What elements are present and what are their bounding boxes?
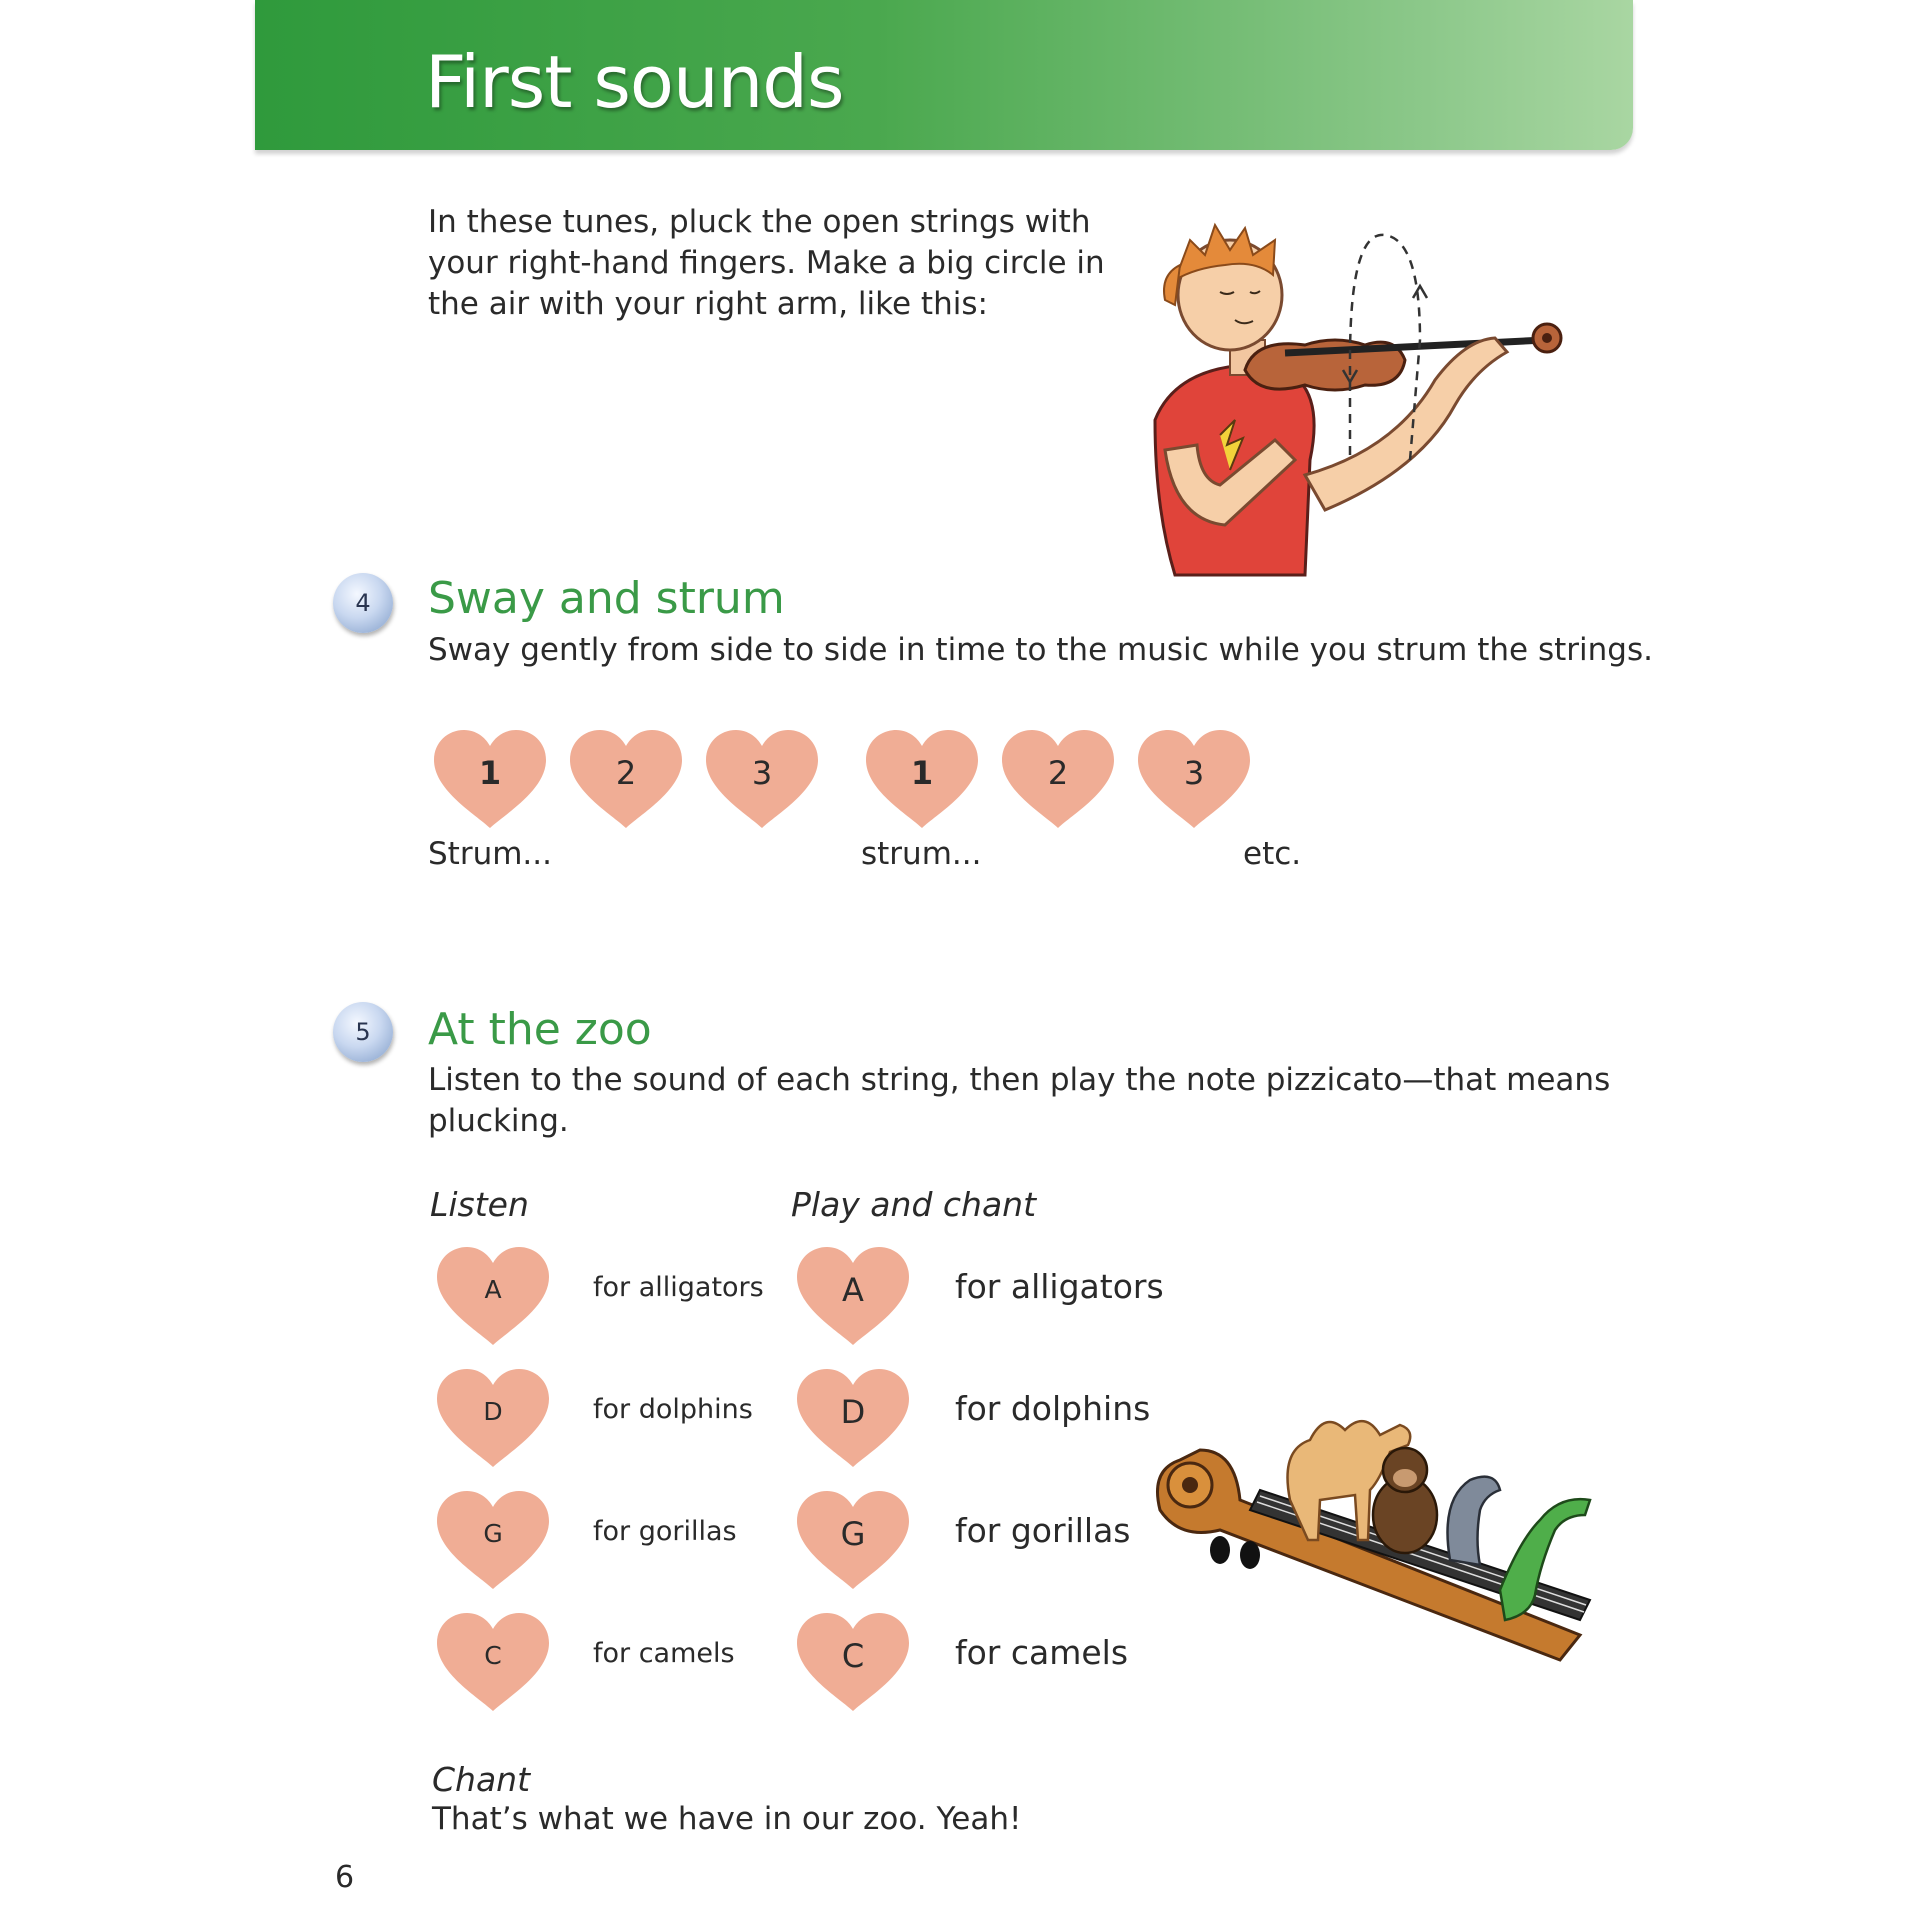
listen-heart-a-label: A xyxy=(484,1275,502,1304)
page-number: 6 xyxy=(335,1860,355,1895)
boy-playing-viola-illustration xyxy=(1135,220,1575,580)
listen-heart-c-label: C xyxy=(484,1641,502,1670)
beat-heart-5-label: 2 xyxy=(1047,754,1069,792)
listen-heart-d-label: D xyxy=(483,1397,503,1426)
listen-heart-c xyxy=(433,1611,553,1715)
listen-text-d: for dolphins xyxy=(593,1394,753,1425)
intro-text: In these tunes, pluck the open strings with your right-hand fingers. Make a big circle in the air with your right arm, like this: xyxy=(428,204,1105,322)
beat-heart-2 xyxy=(566,728,686,832)
play-heart-c-label: C xyxy=(841,1637,865,1675)
play-heart-a xyxy=(793,1245,913,1349)
chant-text: That’s what we have in our zoo. Yeah! xyxy=(432,1801,1022,1837)
listen-heart-d xyxy=(433,1367,553,1471)
play-heart-g xyxy=(793,1489,913,1593)
beat-heart-5 xyxy=(998,728,1118,832)
listen-heart-g-label: G xyxy=(483,1519,503,1548)
play-text-g: for gorillas xyxy=(955,1511,1131,1550)
listen-text-a: for alligators xyxy=(593,1272,764,1303)
animals-on-scroll-illustration xyxy=(1140,1390,1620,1690)
chant-heading: Chant xyxy=(432,1760,531,1799)
play-text-c: for camels xyxy=(955,1633,1129,1672)
listen-heart-g xyxy=(433,1489,553,1593)
listen-text-c: for camels xyxy=(593,1638,735,1669)
beat-heart-6-label: 3 xyxy=(1183,754,1205,792)
beat-heart-2-label: 2 xyxy=(615,754,637,792)
play-heart-a-label: A xyxy=(842,1271,864,1309)
strum-label-1: Strum... xyxy=(428,836,552,872)
beat-heart-3 xyxy=(702,728,822,832)
beat-heart-6 xyxy=(1134,728,1254,832)
beat-heart-1-label: 1 xyxy=(478,754,502,792)
page-title: First sounds xyxy=(425,40,844,124)
listen-heading: Listen xyxy=(430,1185,529,1224)
play-heart-g-label: G xyxy=(840,1515,866,1553)
etc-label: etc. xyxy=(1243,836,1302,872)
play-heart-c xyxy=(793,1611,913,1715)
listen-heart-a xyxy=(433,1245,553,1349)
section-5-description: Listen to the sound of each string, then play the note pizzicato—that means plucking. xyxy=(428,1062,1611,1139)
play-and-chant-heading: Play and chant xyxy=(791,1185,1037,1224)
track-5-badge: 5 xyxy=(333,1002,393,1062)
play-heart-d xyxy=(793,1367,913,1471)
strum-label-2: strum... xyxy=(861,836,982,872)
play-text-d: for dolphins xyxy=(955,1389,1151,1428)
section-4-description: Sway gently from side to side in time to the music while you strum the strings. xyxy=(428,632,1653,668)
beat-heart-4 xyxy=(862,728,982,832)
listen-text-g: for gorillas xyxy=(593,1516,737,1547)
play-text-a: for alligators xyxy=(955,1267,1164,1306)
section-5-title: At the zoo xyxy=(428,1004,652,1055)
play-heart-d-label: D xyxy=(840,1393,866,1431)
beat-heart-4-label: 1 xyxy=(910,754,934,792)
beat-heart-3-label: 3 xyxy=(751,754,773,792)
track-4-badge: 4 xyxy=(333,573,393,633)
beat-heart-1 xyxy=(430,728,550,832)
section-4-title: Sway and strum xyxy=(428,573,785,624)
